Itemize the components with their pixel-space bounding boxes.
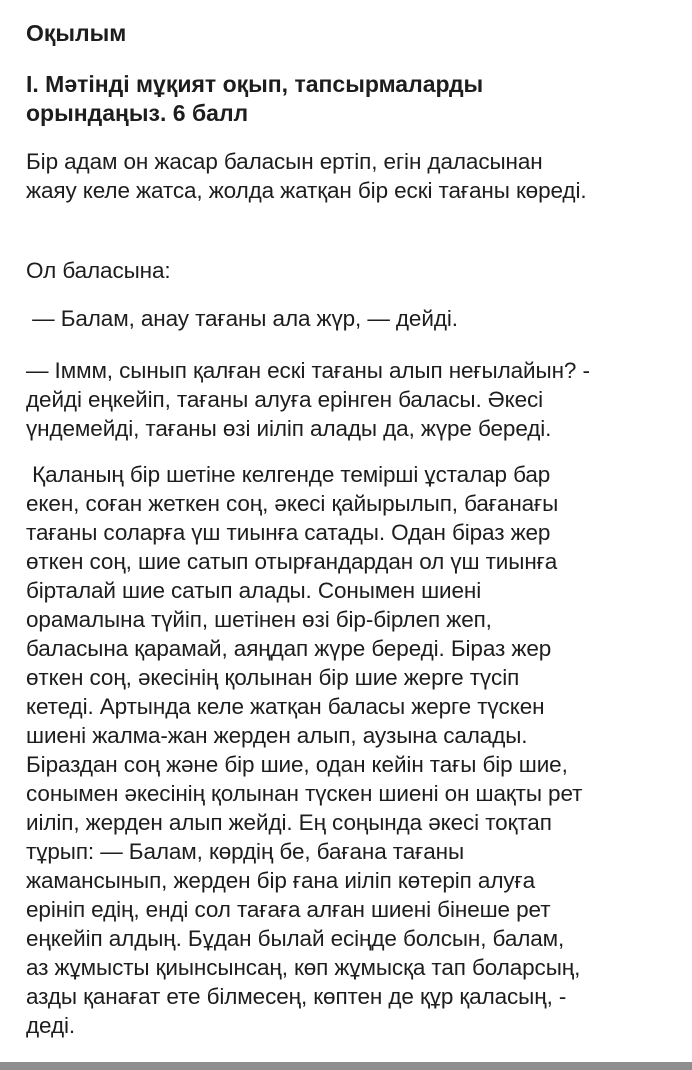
paragraph-line: екен, соған жеткен соң, әкесі қайырылып, бағанағы — [26, 491, 559, 516]
task-title-line: орындаңыз. 6 балл — [26, 100, 249, 126]
paragraph-line: баласына қарамай, аяңдап жүре береді. Біраз жер — [26, 636, 552, 661]
paragraph-line: тұрып: — Балам, көрдің бе, бағана тағаны — [26, 839, 465, 864]
paragraph-line: Қаланың бір шетіне келгенде темірші ұсталар бар — [26, 462, 551, 487]
paragraph-intro — [26, 147, 676, 205]
paragraph-son-reply — [26, 356, 676, 443]
paragraph-line: деді. — [26, 1013, 76, 1038]
paragraph-line: дейді еңкейіп, тағаны алуға ерінген баласы. Әкесі — [26, 387, 544, 412]
paragraph-line: орамалына түйіп, шетінен өзі бір-бірлеп жеп, — [26, 607, 492, 632]
paragraph-father-speaks — [26, 256, 676, 285]
paragraph-main-story — [26, 460, 676, 1040]
paragraph-line: — Балам, анау тағаны ала жүр, — дейді. — [26, 306, 458, 331]
paragraph-line: азды қанағат ете білмесең, көптен де құр қаласың, - — [26, 984, 567, 1009]
task-title-line: I. Мәтінді мұқият оқып, тапсырмаларды — [26, 71, 484, 97]
paragraph-line: Біраздан соң және бір шие, одан кейін тағы бір шие, — [26, 752, 568, 777]
paragraph-line: тағаны соларға үш тиынға сатады. Одан біраз жер — [26, 520, 551, 545]
paragraph-line: сонымен әкесінің қолынан түскен шиені он шақты рет — [26, 781, 583, 806]
section-heading: Оқылым — [26, 20, 127, 46]
paragraph-line: иіліп, жерден алып жейді. Ең соңында әкесі тоқтап — [26, 810, 552, 835]
paragraph-line: шиені жалма-жан жерден алып, аузына салады. — [26, 723, 528, 748]
paragraph-line: өткен соң, шие сатып отырғандардан ол үш тиынға — [26, 549, 558, 574]
task-title — [26, 70, 666, 128]
paragraph-line: — Іммм, сынып қалған ескі тағаны алып неғылайын? - — [26, 358, 590, 383]
paragraph-line: еңкейіп алдың. Бұдан былай есіңде болсын, балам, — [26, 926, 565, 951]
paragraph-line: Бір адам он жасар баласын ертіп, егін даласынан — [26, 149, 543, 174]
bottom-scroll-bar — [0, 1062, 692, 1070]
paragraph-father-quote — [26, 304, 676, 333]
paragraph-line: аз жұмысты қиынсынсаң, көп жұмысқа тап боларсың, — [26, 955, 581, 980]
paragraph-line: Ол баласына: — [26, 258, 171, 283]
paragraph-line: жаяу келе жатса, жолда жатқан бір ескі тағаны көреді. — [26, 178, 587, 203]
paragraph-line: жамансынып, жерден бір ғана иіліп көтеріп алуға — [26, 868, 536, 893]
paragraph-line: кетеді. Артында келе жатқан баласы жерге түскен — [26, 694, 545, 719]
paragraph-line: үндемейді, тағаны өзі иіліп алады да, жүре береді. — [26, 416, 552, 441]
paragraph-line: бірталай шие сатып алады. Сонымен шиені — [26, 578, 482, 603]
paragraph-line: өткен соң, әкесінің қолынан бір шие жерге түсіп — [26, 665, 520, 690]
paragraph-line: ерініп едің, енді сол тағаға алған шиені бінеше рет — [26, 897, 551, 922]
